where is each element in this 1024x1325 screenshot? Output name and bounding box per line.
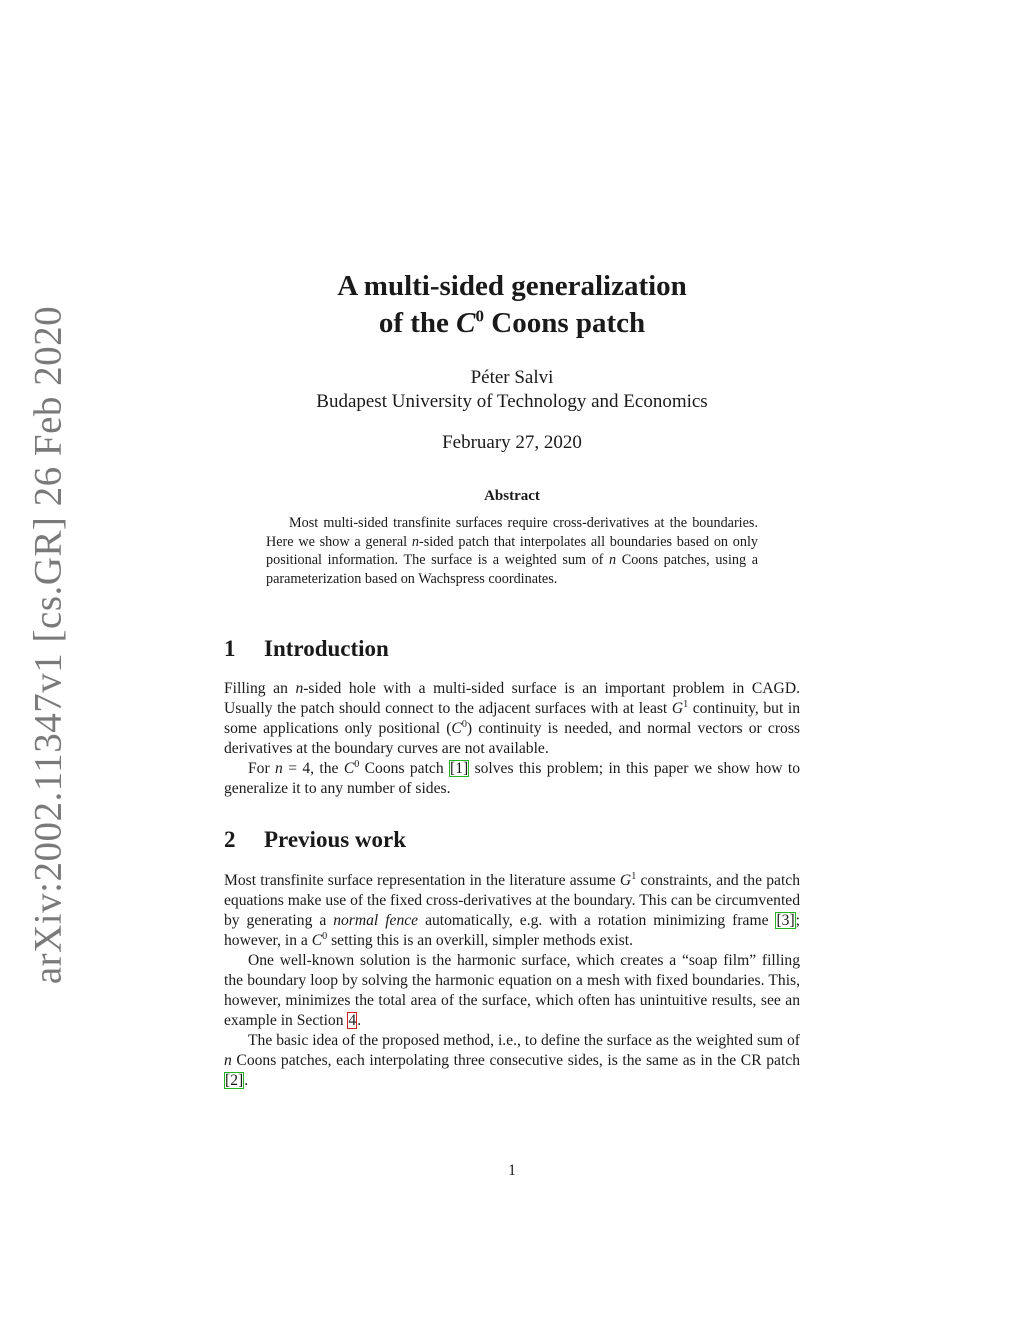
math-sup: 1: [631, 870, 637, 882]
title-line-2-post: Coons patch: [484, 307, 646, 339]
math-sup: 0: [354, 758, 360, 770]
abstract-var: n: [411, 533, 419, 550]
title-var: C: [456, 307, 476, 339]
paragraph: [224, 679, 800, 759]
section-title: Previous work: [264, 827, 407, 852]
text-run: The basic idea of the proposed method, i.e., to define the surface as the weighted sum of: [248, 1032, 800, 1049]
section-body-introduction: [224, 679, 800, 799]
text-run: -sided hole with a multi-sided surface is an important problem in CAGD. Usually the patch should connect to the adjacent surfaces with at least: [224, 680, 800, 717]
text-run: setting this is an overkill, simpler methods exist.: [327, 932, 633, 949]
text-run: ; however, in a: [224, 912, 800, 949]
emphasis: normal fence: [333, 912, 419, 929]
text-run: solves this problem; in this paper we show how to generalize it to any number of sides.: [224, 760, 801, 797]
page-number: 1: [508, 1162, 516, 1179]
title-block: [200, 268, 824, 454]
math-var: n: [224, 1052, 232, 1069]
section-reference-link[interactable]: 4: [348, 1012, 357, 1029]
text-run: Coons patch: [359, 760, 450, 777]
text-run: .: [244, 1072, 249, 1089]
text-run: constraints, and the patch equations make use of the fixed cross-derivatives at the boundary. This can be circumvented by generating a: [224, 872, 801, 929]
math-sup: 0: [461, 718, 467, 730]
author-affiliation: Budapest University of Technology and Economics: [316, 391, 708, 412]
paragraph: [224, 1031, 800, 1091]
math-var: G: [619, 872, 632, 889]
citation-link[interactable]: [1]: [450, 760, 469, 777]
paragraph: [224, 759, 800, 799]
citation-link[interactable]: [3]: [776, 912, 795, 929]
section-number: 1: [224, 636, 236, 661]
paper-date: February 27, 2020: [442, 432, 582, 453]
math-sup: 0: [322, 930, 328, 942]
paragraph: [224, 951, 800, 1031]
section-title: Introduction: [264, 636, 389, 661]
text-run: .: [357, 1012, 362, 1029]
section-heading-previous-work: [224, 827, 406, 853]
author-name: Péter Salvi: [470, 367, 554, 388]
math-var: C: [451, 720, 462, 737]
section-body-previous-work: [224, 871, 800, 1091]
text-run: One well-known solution is the harmonic surface, which creates a “soap film” filling the boundary loop by solving the harmonic equation on a mesh with fixed boundaries. This, however, minimizes the total area of the surface, which often has unintuitive results, see an example in Section: [224, 952, 800, 1029]
text-run: Most transfinite surface representation in the literature assume: [224, 872, 620, 889]
text-run: automatically, e.g. with a rotation minimizing frame: [418, 912, 776, 929]
text-run: Filling an: [224, 680, 296, 697]
abstract-text: [266, 514, 758, 588]
abstract-var: n: [609, 552, 617, 569]
abstract-part: Most multi-sided transfinite surfaces require cross-derivatives at the boundaries. Here we show a general: [266, 515, 758, 550]
math-var: G: [671, 700, 684, 717]
math-var: n: [295, 680, 304, 697]
math-var: n: [275, 760, 283, 777]
paper-title: [200, 268, 824, 342]
abstract-part: Coons patches, using a parameterization based on Wachspress coordinates.: [266, 552, 758, 587]
abstract-heading: Abstract: [484, 488, 540, 504]
section-heading-introduction: [224, 636, 389, 662]
text-run: ) continuity is needed, and normal vectors or cross derivatives at the boundary curves are not available.: [224, 720, 800, 757]
text-run: For: [248, 760, 276, 777]
citation-link[interactable]: [2]: [225, 1072, 244, 1089]
text-run: continuity, but in some applications only positional (: [224, 700, 800, 737]
text-run: Coons patches, each interpolating three consecutive sides, is the same as in the CR patch: [231, 1052, 800, 1069]
text-run: = 4, the: [282, 760, 344, 777]
math-var: C: [343, 760, 355, 777]
math-var: C: [311, 932, 323, 949]
author-block: [200, 366, 824, 414]
title-line-1: A multi-sided generalization: [337, 270, 687, 302]
arxiv-identifier-stamp[interactable]: arXiv:2002.11347v1 [cs.GR] 26 Feb 2020: [26, 305, 70, 985]
title-line-2-pre: of the: [378, 307, 457, 339]
title-sup: 0: [475, 306, 484, 326]
paragraph: [224, 871, 800, 951]
abstract-part: -sided patch that interpolates all boundaries based on only positional information. The surface is a weighted sum of: [266, 533, 758, 569]
section-number: 2: [224, 827, 236, 852]
math-sup: 1: [683, 698, 689, 710]
